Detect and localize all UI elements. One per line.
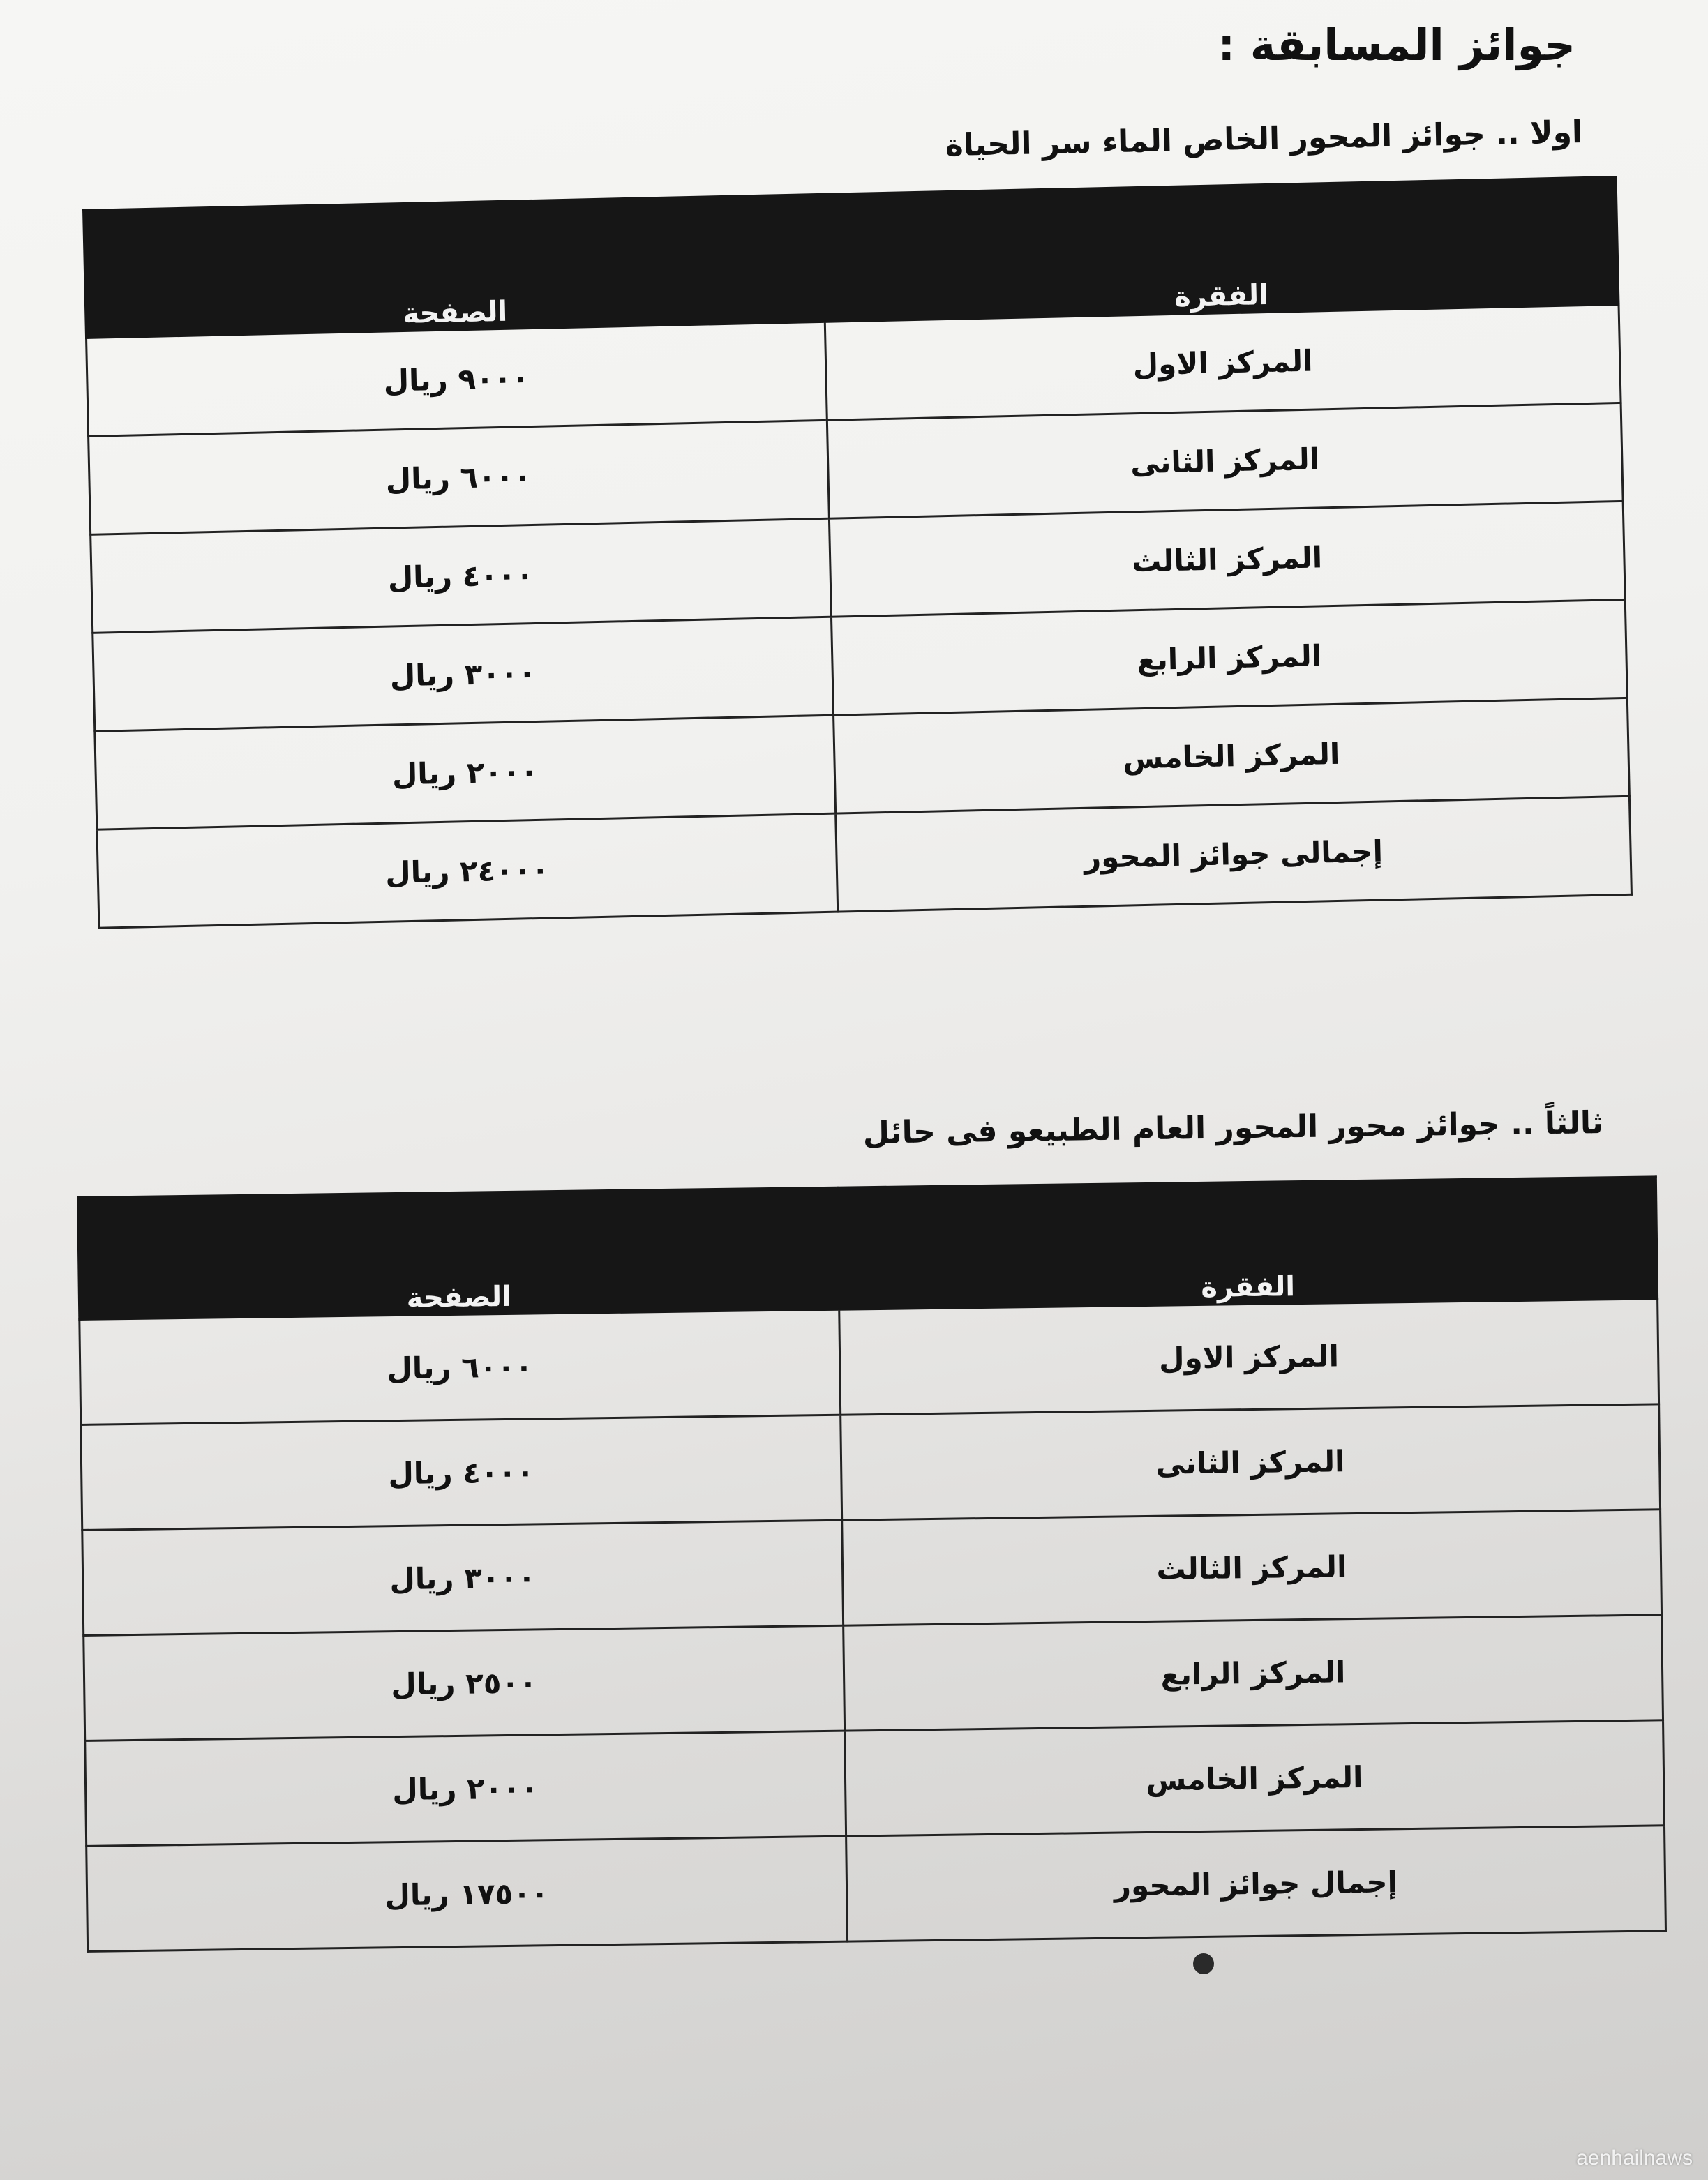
row-value: ٣٠٠٠ ريال — [93, 617, 833, 731]
row-value: ٢٠٠٠ ريال — [95, 715, 835, 829]
row-value: ١٧٥٠٠ ريال — [87, 1836, 848, 1951]
row-value: ٦٠٠٠ ريال — [80, 1309, 841, 1424]
header-item: الفقرة — [837, 1177, 1658, 1309]
row-value: ٩٠٠٠ ريال — [87, 322, 827, 436]
row-item: المركز الثانى — [827, 403, 1623, 518]
row-value: ٤٠٠٠ ريال — [91, 518, 831, 633]
row-value: ٤٠٠٠ ريال — [81, 1415, 842, 1530]
row-value: ٢٥٠٠ ريال — [84, 1625, 845, 1741]
row-item: إجمالى جوائز المحور — [835, 796, 1631, 912]
table-header-row — [78, 1177, 1658, 1320]
row-value: ٢٤٠٠٠ ريال — [97, 813, 837, 928]
row-item: المركز الثالث — [841, 1510, 1661, 1625]
watermark: aenhailnaws — [1576, 2147, 1693, 2170]
row-value: ٢٠٠٠ ريال — [85, 1731, 846, 1846]
row-item: المركز الاول — [825, 304, 1621, 420]
table-row — [85, 1720, 1665, 1847]
section1-title: اولا .. جوائز المحور الخاص الماء سر الحياة — [945, 114, 1583, 164]
section1-prize-table — [82, 176, 1633, 929]
section2-prize-table — [77, 1175, 1667, 1953]
row-item: إجمال جوائز المحور — [846, 1826, 1665, 1941]
row-item: المركز الرابع — [843, 1615, 1663, 1731]
ink-dot — [1193, 1953, 1214, 1974]
row-item: المركز الخامس — [833, 698, 1629, 813]
table-total-row — [87, 1826, 1666, 1952]
row-value: ٦٠٠٠ ريال — [89, 420, 829, 534]
row-item: المركز الاول — [839, 1299, 1658, 1415]
row-item: المركز الثانى — [840, 1404, 1660, 1520]
table-row — [84, 1615, 1663, 1741]
header-item: الفقرة — [822, 177, 1619, 322]
row-item: المركز الثالث — [829, 501, 1625, 617]
header-value: الصفحة — [84, 194, 825, 338]
row-item: المركز الخامس — [844, 1720, 1664, 1836]
header-value: الصفحة — [78, 1187, 839, 1319]
table-row — [82, 1510, 1662, 1636]
table-row — [80, 1299, 1659, 1425]
row-item: المركز الرابع — [831, 599, 1627, 715]
page-title: جوائز المسابقة : — [1218, 20, 1575, 70]
table-row — [81, 1404, 1661, 1531]
row-value: ٣٠٠٠ ريال — [82, 1520, 844, 1635]
section2-title: ثالثاً .. جوائز محور المحور العام الطبيعو فى حائل — [862, 1105, 1604, 1151]
